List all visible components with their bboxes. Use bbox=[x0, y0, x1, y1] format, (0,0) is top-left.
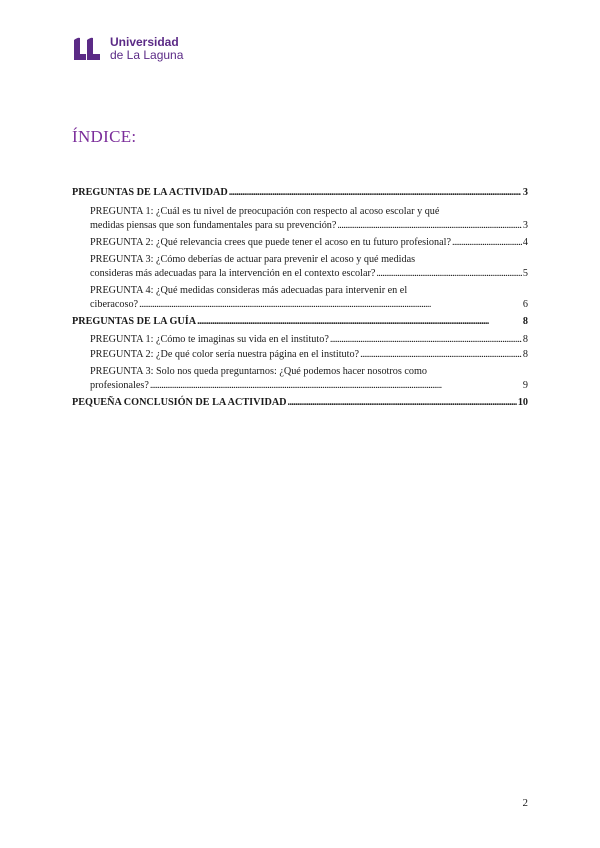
toc-entry-pregunta-3-guia[interactable] bbox=[72, 365, 528, 392]
toc-entry-label: PREGUNTA 2: ¿De qué color sería nuestra página en el instituto? bbox=[90, 349, 360, 360]
toc-entry-label: ciberacoso? bbox=[90, 298, 139, 310]
toc-entry-label-line1: PREGUNTA 1: ¿Cuál es tu nivel de preocupación con respecto al acoso escolar y qué bbox=[90, 206, 440, 217]
toc-leader-dots bbox=[376, 267, 522, 281]
toc-entry-conclusion[interactable] bbox=[72, 396, 528, 410]
toc-entry-label-line1: PREGUNTA 3: Solo nos queda preguntarnos: ¿Qué podemos hacer nosotros como bbox=[90, 366, 428, 377]
toc-leader-dots bbox=[360, 348, 522, 362]
toc-page-number: 3 bbox=[522, 187, 528, 198]
toc-entry-label: consideras más adecuadas para la intervención en el contexto escolar? bbox=[90, 267, 376, 279]
toc-entry-pregunta-2-actividad[interactable] bbox=[72, 236, 528, 250]
toc-entry-pregunta-3-actividad[interactable] bbox=[72, 253, 528, 280]
toc-leader-dots bbox=[229, 186, 522, 200]
toc-entry-pregunta-4-actividad[interactable] bbox=[72, 284, 528, 311]
toc-leader-dots bbox=[197, 315, 522, 329]
footer-page-number: 2 bbox=[522, 797, 528, 809]
logo-university-label: Universidad bbox=[110, 35, 179, 49]
ull-logo-icon bbox=[72, 36, 102, 62]
toc-entry-preguntas-actividad[interactable] bbox=[72, 186, 528, 200]
toc-entry-label: profesionales? bbox=[90, 379, 149, 391]
page-title: ÍNDICE: bbox=[72, 127, 137, 146]
university-logo bbox=[72, 36, 183, 62]
toc-leader-dots bbox=[330, 333, 522, 347]
toc-entry-pregunta-1-guia[interactable] bbox=[72, 333, 528, 347]
toc-page-number: 8 bbox=[522, 316, 528, 327]
toc-page-number: 9 bbox=[522, 379, 528, 391]
toc-page-number: 4 bbox=[522, 237, 528, 248]
toc-entry-pregunta-2-guia[interactable] bbox=[72, 348, 528, 362]
toc-page-number: 8 bbox=[522, 349, 528, 360]
toc-page-number: 6 bbox=[522, 298, 528, 310]
toc-entry-pregunta-1-actividad[interactable] bbox=[72, 205, 528, 232]
toc-entry-label: PREGUNTA 2: ¿Qué relevancia crees que puede tener el acoso en tu futuro profesional? bbox=[90, 237, 451, 248]
toc-entry-label: PEQUEÑA CONCLUSIÓN DE LA ACTIVIDAD bbox=[72, 397, 287, 408]
toc-entry-label: PREGUNTA 1: ¿Cómo te imaginas su vida en el instituto? bbox=[90, 334, 329, 345]
toc-leader-dots bbox=[452, 236, 522, 250]
toc-page-number: 3 bbox=[522, 219, 528, 231]
toc-entry-label: medidas piensas que son fundamentales para su prevención? bbox=[90, 219, 337, 231]
toc-entry-preguntas-guia[interactable] bbox=[72, 315, 528, 329]
toc-leader-dots bbox=[288, 396, 517, 410]
toc-page-number: 5 bbox=[522, 267, 528, 279]
toc-page-number: 8 bbox=[522, 334, 528, 345]
toc-entry-label-line1: PREGUNTA 4: ¿Qué medidas consideras más adecuadas para intervenir en el bbox=[90, 285, 408, 296]
toc-leader-dots bbox=[139, 298, 522, 312]
toc-entry-label: PREGUNTAS DE LA GUÍA bbox=[72, 316, 197, 327]
toc-leader-dots bbox=[150, 379, 522, 393]
toc-entry-label: PREGUNTAS DE LA ACTIVIDAD bbox=[72, 187, 228, 198]
toc-leader-dots bbox=[337, 219, 522, 233]
toc-entry-label-line1: PREGUNTA 3: ¿Cómo deberías de actuar para prevenir el acoso y qué medidas bbox=[90, 254, 416, 265]
logo-laguna-label: de La Laguna bbox=[110, 48, 184, 62]
toc-page-number: 10 bbox=[517, 397, 528, 408]
